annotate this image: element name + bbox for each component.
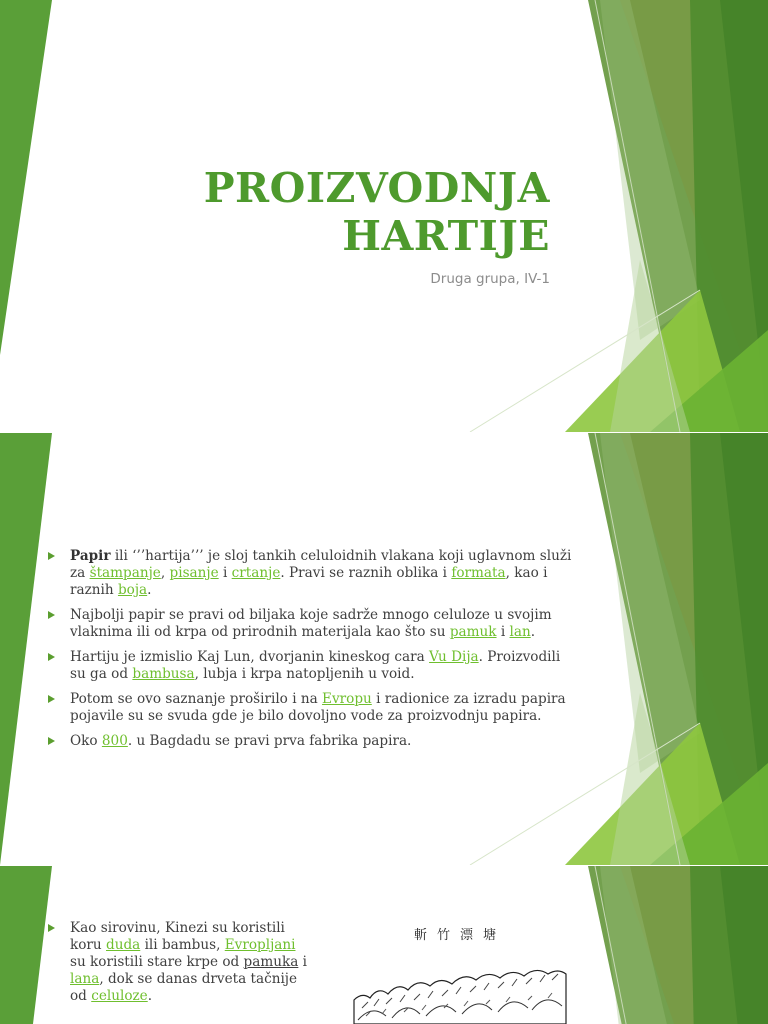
text: , lubja i krpa natopljenih u void. xyxy=(194,666,415,682)
woodcut-illustration xyxy=(352,920,568,1024)
text: . xyxy=(530,624,536,640)
link-stampanje[interactable]: štampanje xyxy=(89,565,161,581)
link-lana[interactable]: lana xyxy=(70,971,100,987)
text: , xyxy=(160,565,170,581)
title-line-1: PROIZVODNJA xyxy=(203,164,550,212)
link-pisanje[interactable]: pisanje xyxy=(169,565,219,581)
bullet-item xyxy=(48,649,578,683)
bullet-item xyxy=(48,733,578,750)
slide-1 xyxy=(0,0,768,432)
bullet-arrow-icon xyxy=(48,611,55,619)
text: Najbolji papir se pravi od biljaka koje sadrže mnogo celuloze u svojim vlaknima ili od krpa od prirodnih materijala kao što su xyxy=(70,607,552,640)
bullet-arrow-icon xyxy=(48,924,55,932)
bullet-arrow-icon xyxy=(48,737,55,745)
text: , kao i raznih xyxy=(70,565,548,598)
link-evropljani[interactable]: Evropljani xyxy=(224,937,296,953)
bullet-item xyxy=(48,548,578,599)
text: i xyxy=(298,954,308,970)
bullet-arrow-icon xyxy=(48,552,55,560)
link-crtanje[interactable]: crtanje xyxy=(231,565,281,581)
text: i xyxy=(496,624,510,640)
text: Potom se ovo saznanje proširilo i na xyxy=(70,691,323,707)
link-formata[interactable]: formata xyxy=(451,565,506,581)
link-lan[interactable]: lan xyxy=(509,624,531,640)
text: . xyxy=(147,582,152,598)
text: i xyxy=(218,565,232,581)
bullet-item xyxy=(48,607,578,641)
link-vu-dija[interactable]: Vu Dija xyxy=(429,649,479,665)
link-evropu[interactable]: Evropu xyxy=(322,691,372,707)
link-pamuka[interactable]: pamuka xyxy=(243,954,299,970)
link-800[interactable]: 800 xyxy=(101,733,128,749)
text: . Pravi se raznih oblika i xyxy=(280,565,452,581)
link-celuloze[interactable]: celuloze xyxy=(91,988,148,1004)
text: su koristili stare krpe od xyxy=(70,954,244,970)
title-line-2: HARTIJE xyxy=(342,212,550,260)
slide-3 xyxy=(0,866,768,1024)
text: . Proizvodili su ga od xyxy=(70,649,561,682)
link-pamuk[interactable]: pamuk xyxy=(449,624,497,640)
text: . u Bagdadu se pravi prva fabrika papira. xyxy=(127,733,412,749)
link-duda[interactable]: duda xyxy=(106,937,141,953)
text: ili bambus, xyxy=(140,937,225,953)
link-bambusa[interactable]: bambusa xyxy=(132,666,195,682)
image-caption: 斬竹漂塘 xyxy=(413,928,506,943)
text: i radionice za izradu papira pojavile su se svuda gde je bilo dovoljno vode za proizvodnju papira. xyxy=(70,691,566,724)
bold-term: Papir xyxy=(70,548,111,564)
bullet-arrow-icon xyxy=(48,653,55,661)
bullet-list xyxy=(48,920,310,1005)
text: Oko xyxy=(70,733,102,749)
bullet-arrow-icon xyxy=(48,695,55,703)
slide-title xyxy=(50,164,550,260)
slide-subtitle: Druga grupa, IV-1 xyxy=(430,271,550,287)
text: , dok se danas drveta tačnije od xyxy=(70,971,298,1004)
bullet-list xyxy=(48,548,578,758)
bullet-item xyxy=(48,920,310,1005)
slide-2 xyxy=(0,433,768,865)
link-boja[interactable]: boja xyxy=(117,582,148,598)
text: Hartiju je izmislio Kaj Lun, dvorjanin kineskog cara xyxy=(70,649,430,665)
text: . xyxy=(147,988,153,1004)
text: Kao sirovinu, Kinezi su koristili koru xyxy=(70,920,285,953)
text: ili ‘’’hartija’’’ je sloj tankih celuloidnih vlakana koji uglavnom služi za xyxy=(70,548,572,581)
bamboo-woodcut-drawing xyxy=(352,920,568,1024)
bullet-item xyxy=(48,691,578,725)
